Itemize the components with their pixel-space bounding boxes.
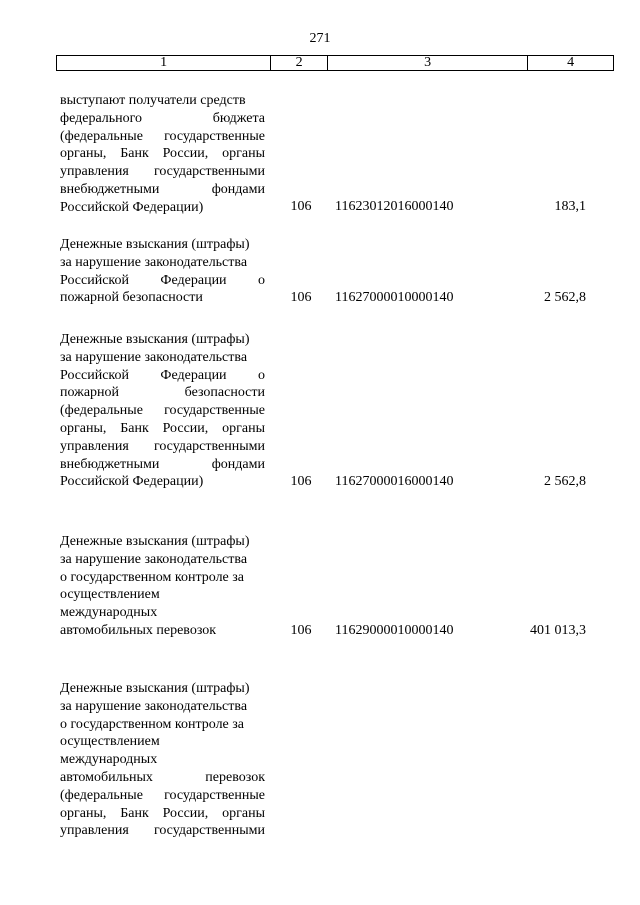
row-amount: 2 562,8 bbox=[544, 290, 586, 306]
row-amount: 2 562,8 bbox=[544, 474, 586, 490]
header-col-2: 2 bbox=[271, 56, 328, 70]
row-description bbox=[60, 236, 265, 307]
description-line: управления государственными bbox=[60, 438, 265, 454]
description-line: за нарушение законодательства bbox=[60, 349, 248, 365]
description-line: Денежные взыскания (штрафы) bbox=[60, 534, 250, 549]
table-row bbox=[0, 236, 640, 307]
description-line: автомобильных перевозок bbox=[60, 769, 265, 785]
description-line: Российской Федерации) bbox=[60, 474, 204, 490]
description-line: органы, Банк России, органы bbox=[60, 805, 265, 821]
description-line: (федеральные государственные bbox=[60, 128, 265, 144]
row-amount: 183,1 bbox=[554, 199, 586, 215]
header-col-3: 3 bbox=[328, 56, 528, 70]
description-line: Денежные взыскания (штрафы) bbox=[60, 681, 250, 696]
row-description bbox=[60, 92, 265, 217]
description-line: о государственном контроле за bbox=[60, 569, 245, 585]
header-col-1: 1 bbox=[57, 56, 271, 70]
description-line: за нарушение законодательства bbox=[60, 551, 248, 567]
description-line: Российской Федерации о bbox=[60, 367, 265, 383]
description-line: о государственном контроле за bbox=[60, 716, 245, 732]
description-line: (федеральные государственные bbox=[60, 403, 265, 419]
table-row bbox=[0, 680, 640, 840]
row-budget-code: 11627000010000140 bbox=[335, 290, 454, 306]
description-line: внебюджетными фондами bbox=[60, 181, 265, 197]
row-budget-code: 11627000016000140 bbox=[335, 474, 454, 490]
description-line: осуществлением bbox=[60, 734, 160, 750]
description-line: управления государственными bbox=[60, 823, 265, 839]
description-line: Российской Федерации) bbox=[60, 199, 204, 215]
description-line: внебюджетными фондами bbox=[60, 456, 265, 472]
description-line: органы, Банк России, органы bbox=[60, 146, 265, 162]
description-line: выступают получатели средств bbox=[60, 93, 246, 108]
row-description bbox=[60, 533, 265, 640]
table-row bbox=[0, 92, 640, 216]
row-admin-code: 106 bbox=[290, 290, 312, 306]
description-line: Денежные взыскания (штрафы) bbox=[60, 237, 250, 252]
header-col-4: 4 bbox=[567, 55, 575, 70]
description-line: осуществлением bbox=[60, 587, 160, 603]
row-admin-code: 106 bbox=[290, 199, 312, 215]
description-line: международных bbox=[60, 752, 158, 768]
description-line: пожарной безопасности bbox=[60, 385, 265, 401]
table-header bbox=[56, 55, 614, 71]
row-budget-code: 11623012016000140 bbox=[335, 199, 454, 215]
description-line: федерального бюджета bbox=[60, 110, 265, 126]
description-line: за нарушение законодательства bbox=[60, 254, 248, 270]
page-number: 271 bbox=[309, 31, 331, 46]
table-row bbox=[0, 533, 640, 640]
description-line: Денежные взыскания (штрафы) bbox=[60, 332, 250, 347]
description-line: управления государственными bbox=[60, 164, 265, 180]
table-row bbox=[0, 331, 640, 491]
description-line: (федеральные государственные bbox=[60, 787, 265, 803]
description-line: за нарушение законодательства bbox=[60, 698, 248, 714]
row-admin-code: 106 bbox=[290, 623, 312, 639]
row-admin-code: 106 bbox=[290, 474, 312, 490]
description-line: Российской Федерации о bbox=[60, 272, 265, 288]
row-description bbox=[60, 331, 265, 491]
row-description bbox=[60, 680, 265, 840]
description-line: пожарной безопасности bbox=[60, 290, 203, 306]
description-line: автомобильных перевозок bbox=[60, 622, 217, 638]
description-line: органы, Банк России, органы bbox=[60, 420, 265, 436]
row-amount: 401 013,3 bbox=[530, 623, 586, 639]
description-line: международных bbox=[60, 605, 158, 621]
row-budget-code: 11629000010000140 bbox=[335, 623, 454, 639]
